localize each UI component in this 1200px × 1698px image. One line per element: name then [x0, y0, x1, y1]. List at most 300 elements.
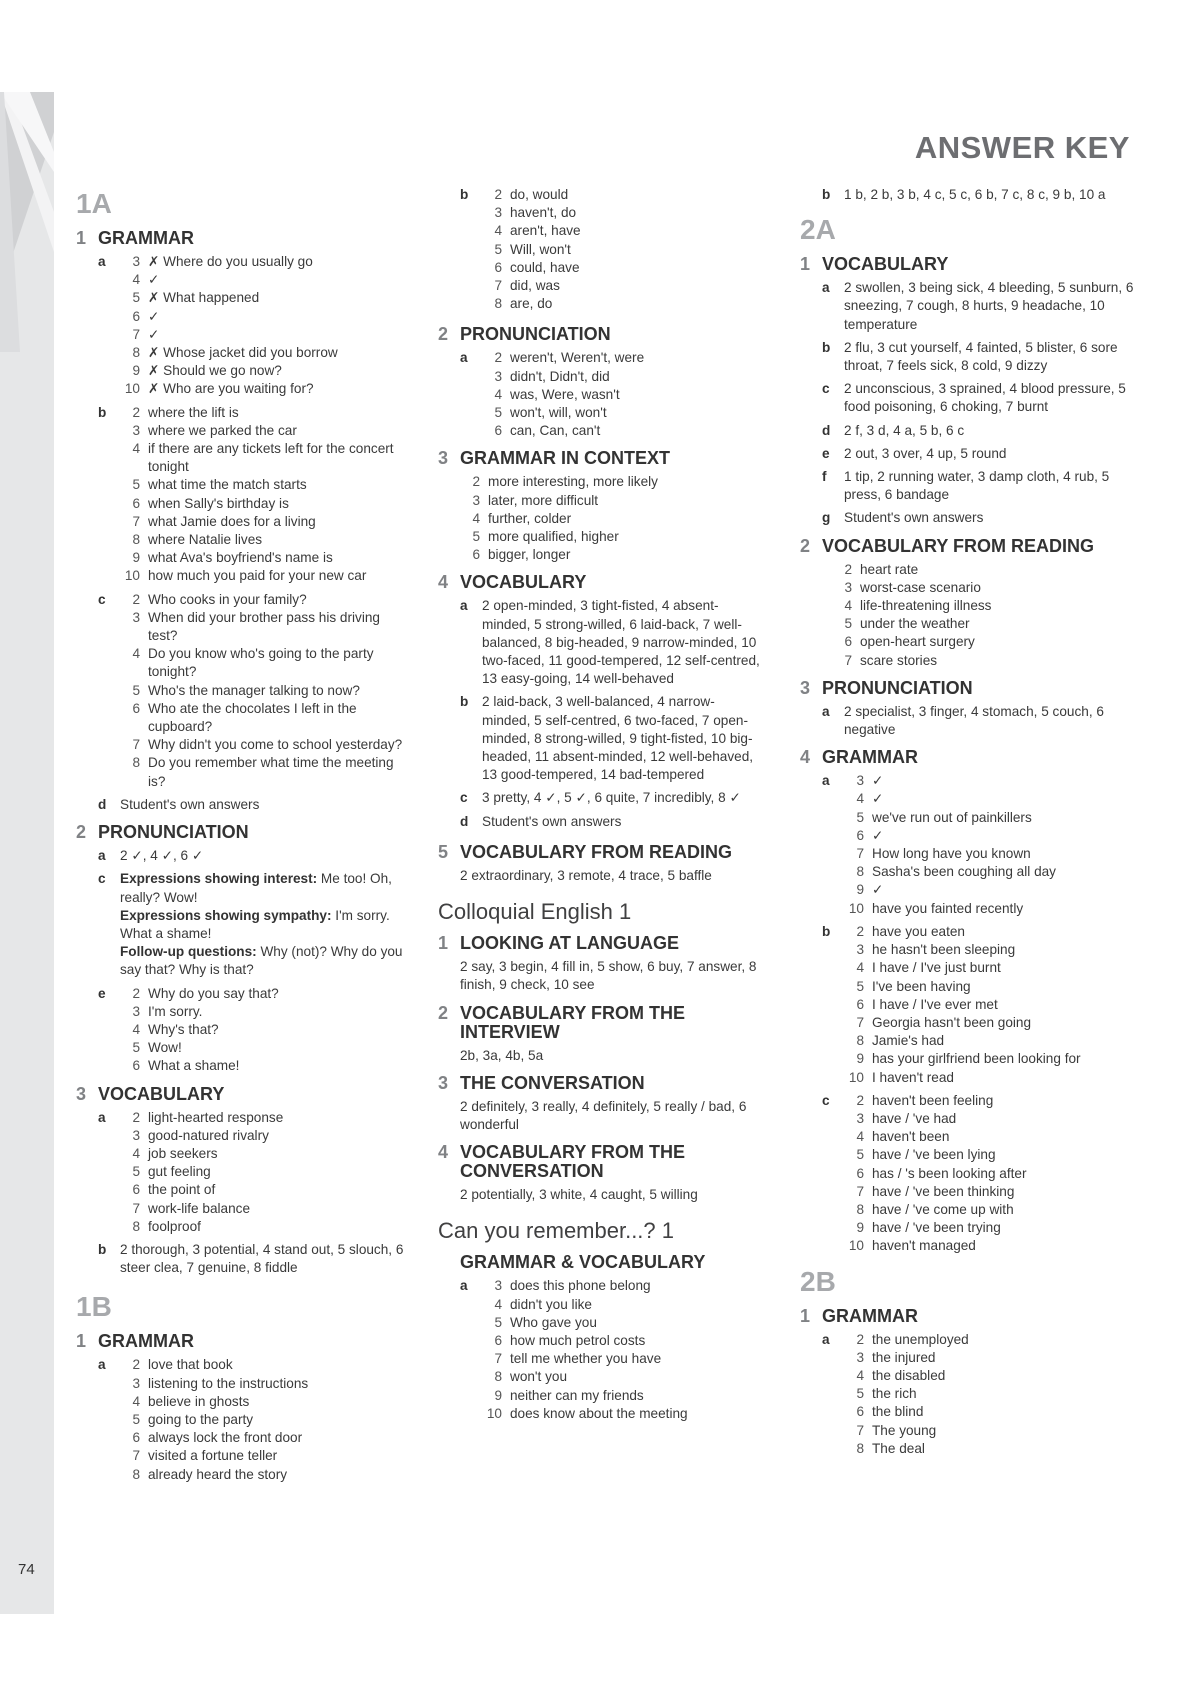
- item-text: when Sally's birthday is: [148, 495, 289, 511]
- item-text: further, colder: [488, 510, 572, 526]
- answer-item: [120, 1375, 406, 1393]
- answer-item: [482, 1314, 763, 1332]
- item-number: 2: [472, 474, 480, 490]
- item-number: 7: [856, 1183, 864, 1199]
- answer-item: [482, 1368, 763, 1386]
- item-number: 8: [856, 1440, 864, 1456]
- item-text: love that book: [148, 1357, 233, 1373]
- answer-item: [120, 1109, 406, 1127]
- item-text: job seekers: [148, 1145, 218, 1161]
- column-2: [438, 186, 763, 1423]
- answer-item: [844, 809, 1140, 827]
- item-text: good-natured rivalry: [148, 1127, 269, 1143]
- item-text: have / 've been trying: [872, 1220, 1001, 1236]
- answer-item: [120, 682, 406, 700]
- item-number: 2: [132, 1357, 140, 1373]
- item-text: do, would: [510, 187, 569, 202]
- item-number: 3: [132, 254, 140, 269]
- section-title: VOCABULARY FROM READING: [822, 535, 1095, 556]
- exercise-letter: b: [822, 339, 831, 355]
- item-text: was, Were, wasn't: [510, 386, 620, 402]
- item-number: 8: [856, 1033, 864, 1049]
- item-number: 10: [124, 568, 140, 584]
- item-text: ✗ Who are you waiting for?: [148, 381, 314, 397]
- item-number: 7: [856, 1014, 864, 1030]
- section-title: PRONUNCIATION: [460, 324, 611, 345]
- item-text: what Ava's boyfriend's name is: [148, 550, 333, 566]
- item-text: Georgia hasn't been going: [872, 1014, 1032, 1030]
- section-number: 2: [800, 535, 811, 556]
- unit-1a-heading: 1A: [76, 188, 112, 219]
- answer-item: [844, 1092, 1140, 1110]
- exercise-letter: a: [98, 1109, 106, 1125]
- item-number: 4: [132, 272, 140, 288]
- item-number: 5: [472, 529, 480, 545]
- section-title: LOOKING AT LANGUAGE: [460, 933, 679, 954]
- answer-list: [120, 1356, 406, 1483]
- exercise-b: [822, 186, 1140, 204]
- exercise-a: [98, 1109, 406, 1236]
- section-title: PRONUNCIATION: [98, 822, 249, 843]
- answer-item: [482, 1277, 763, 1295]
- answer-text: 2 swollen, 3 being sick, 4 bleeding, 5 sunburn, 6 sneezing, 7 cough, 8 hurts, 9 headache, 10 temperature: [844, 280, 1134, 332]
- exercise-g: [822, 509, 1140, 527]
- exercise-letter: a: [822, 1331, 830, 1347]
- answer-item: [120, 326, 406, 344]
- answer-item: [120, 1200, 406, 1218]
- answer-item: [460, 528, 763, 546]
- answer-text: 2 potentially, 3 white, 4 caught, 5 willing: [460, 1187, 698, 1203]
- answer-item: [844, 863, 1140, 881]
- item-text: How long have you known: [872, 846, 1031, 862]
- answer-list: [482, 1277, 763, 1423]
- item-number: 3: [132, 1127, 140, 1143]
- item-text: the point of: [148, 1182, 216, 1198]
- page-number: 74: [18, 1561, 35, 1578]
- exercise-b: [460, 186, 763, 313]
- item-number: 6: [494, 1332, 502, 1348]
- section-vocabulary: [438, 573, 763, 592]
- item-text: haven't, do: [510, 205, 577, 221]
- answer-item: [120, 1127, 406, 1145]
- answer-list: [120, 1109, 406, 1236]
- answer-item: [844, 790, 1140, 808]
- answer-text: 2 say, 3 begin, 4 fill in, 5 show, 6 buy, 7 answer, 8 finish, 9 check, 10 see: [460, 959, 757, 993]
- item-text: does know about the meeting: [510, 1405, 688, 1421]
- item-number: 5: [856, 1386, 864, 1402]
- item-number: 4: [472, 510, 480, 526]
- answer-item: [844, 1403, 1140, 1421]
- section-grammar-in-context: [438, 449, 763, 468]
- item-text: the injured: [872, 1349, 936, 1365]
- answer-item: [844, 1183, 1140, 1201]
- section-vocabulary-from-reading: [800, 537, 1140, 556]
- answer-item: [482, 1350, 763, 1368]
- section-title: THE CONVERSATION: [460, 1072, 645, 1093]
- item-text: Why do you say that?: [148, 985, 279, 1001]
- item-number: 5: [132, 477, 140, 493]
- item-text: I have / I've just burnt: [872, 960, 1001, 976]
- item-text: where we parked the car: [148, 422, 297, 438]
- item-text: ✗ Where do you usually go: [148, 254, 313, 269]
- item-text: we've run out of painkillers: [872, 809, 1032, 825]
- item-number: 9: [856, 1220, 864, 1236]
- exercise-c: [822, 1092, 1140, 1256]
- item-text: ✗ Whose jacket did you borrow: [148, 345, 338, 361]
- section-title: VOCABULARY FROM THE CONVERSATION: [460, 1142, 685, 1182]
- answer-item: [844, 1032, 1140, 1050]
- item-number: 8: [856, 864, 864, 880]
- answer-item: [120, 700, 406, 736]
- answer-item: [844, 900, 1140, 918]
- exercise-letter: a: [98, 848, 106, 864]
- answer-item: [844, 1201, 1140, 1219]
- item-text: ✓: [872, 827, 884, 843]
- answer-item: [120, 253, 406, 271]
- answer-text: 2 f, 3 d, 4 a, 5 b, 6 c: [844, 422, 965, 438]
- item-number: 6: [132, 1182, 140, 1198]
- item-text: has your girlfriend been looking for: [872, 1051, 1081, 1067]
- exercise-letter: c: [822, 1092, 830, 1108]
- item-text: the disabled: [872, 1367, 946, 1383]
- item-number: 5: [844, 616, 852, 632]
- answer-item: [120, 308, 406, 326]
- exercise-letter: g: [822, 510, 831, 526]
- item-text: What a shame!: [148, 1058, 240, 1074]
- exercise-letter: d: [98, 796, 107, 812]
- item-number: 9: [132, 363, 140, 379]
- item-text: haven't managed: [872, 1238, 976, 1254]
- exercise-a: [822, 1331, 1140, 1458]
- item-text: foolproof: [148, 1218, 201, 1234]
- item-number: 10: [848, 900, 864, 916]
- item-text: could, have: [510, 259, 580, 275]
- item-number: 7: [132, 1200, 140, 1216]
- answer-item: [120, 1021, 406, 1039]
- exercise-b: [822, 923, 1140, 1087]
- item-text: tell me whether you have: [510, 1351, 662, 1367]
- exercise-c: [98, 591, 406, 791]
- answer-item: [832, 652, 1140, 670]
- item-number: 6: [132, 1430, 140, 1446]
- exercise-letter: b: [822, 187, 831, 202]
- exercise-letter: b: [822, 923, 831, 939]
- item-number: 4: [132, 646, 140, 662]
- exercise-d: [460, 813, 763, 831]
- item-number: 2: [856, 1331, 864, 1347]
- item-text: aren't, have: [510, 223, 581, 239]
- item-text: Sasha's been coughing all day: [872, 864, 1056, 880]
- item-number: 6: [494, 423, 502, 439]
- answer-text: 2 thorough, 3 potential, 4 stand out, 5 slouch, 6 steer clea, 7 genuine, 8 fiddle: [120, 1241, 404, 1276]
- section-title: VOCABULARY: [822, 254, 949, 275]
- item-text: later, more difficult: [488, 492, 599, 508]
- item-number: 10: [848, 1238, 864, 1254]
- exercise-c: [460, 789, 763, 807]
- answer-list: [460, 473, 763, 564]
- answer-item: [482, 404, 763, 422]
- section-number: 4: [438, 1142, 449, 1163]
- section-number: 2: [438, 324, 449, 345]
- label-sympathy: Expressions showing sympathy:: [120, 907, 332, 923]
- answer-item: [460, 546, 763, 564]
- section-vocabulary-from-interview: [438, 1004, 763, 1042]
- item-number: 6: [132, 308, 140, 324]
- item-number: 7: [856, 846, 864, 862]
- section-number: 1: [76, 228, 87, 248]
- answer-list: [120, 985, 406, 1076]
- answer-item: [460, 473, 763, 491]
- answer-item: [482, 277, 763, 295]
- item-text: has / 's been looking after: [872, 1165, 1027, 1181]
- item-number: 8: [132, 755, 140, 771]
- item-number: 6: [856, 996, 864, 1012]
- item-number: 7: [856, 1422, 864, 1438]
- answer-item: [482, 1405, 763, 1423]
- answer-item: [120, 1356, 406, 1374]
- item-number: 2: [494, 187, 502, 202]
- section-title: VOCABULARY FROM THE INTERVIEW: [460, 1002, 685, 1042]
- answer-list: [120, 253, 406, 399]
- section-number: 3: [438, 448, 449, 469]
- answer-item: [120, 476, 406, 494]
- item-text: Why's that?: [148, 1021, 219, 1037]
- answer-text: 2 open-minded, 3 tight-fisted, 4 absent-minded, 5 strong-willed, 6 laid-back, 7 well-balanced, 8 big-headed, 9 narrow-minded, 10 two-faced, 11 good-tempered, 12 self-centred, 13 easy-going, 14 well-behaved: [482, 598, 760, 687]
- answer-item: [832, 633, 1140, 651]
- answer-text: 2 unconscious, 3 sprained, 4 blood pressure, 5 food poisoning, 6 choking, 7 burnt: [844, 381, 1126, 415]
- answer-item: [844, 996, 1140, 1014]
- item-text: work-life balance: [148, 1200, 250, 1216]
- answer-item: [120, 1393, 406, 1411]
- section-number: 3: [438, 1072, 449, 1093]
- item-text: Will, won't: [510, 241, 571, 257]
- item-text: I haven't read: [872, 1069, 954, 1085]
- exercise-letter: b: [98, 404, 107, 420]
- item-text: I'm sorry.: [148, 1003, 203, 1019]
- answer-item: [120, 422, 406, 440]
- sunburst-decoration: [0, 92, 54, 352]
- answer-item: [120, 1057, 406, 1075]
- section-title: GRAMMAR: [98, 1331, 194, 1352]
- answer-text: 1 tip, 2 running water, 3 damp cloth, 4 rub, 5 press, 6 bandage: [844, 469, 1110, 503]
- exercise-a: [460, 349, 763, 440]
- exercise-letter: e: [822, 445, 830, 461]
- item-text: haven't been feeling: [872, 1092, 994, 1108]
- item-number: 10: [486, 1405, 502, 1421]
- section-title: VOCABULARY: [460, 572, 587, 593]
- exercise-b: [98, 1241, 406, 1277]
- exercise-letter: a: [460, 598, 468, 614]
- item-number: 3: [132, 1375, 140, 1391]
- item-number: 8: [132, 532, 140, 548]
- item-text: more interesting, more likely: [488, 474, 658, 490]
- answer-list: [482, 349, 763, 440]
- exercise-d: [822, 422, 1140, 440]
- item-text: The young: [872, 1422, 937, 1438]
- section-title: GRAMMAR & VOCABULARY: [460, 1252, 706, 1273]
- item-text: under the weather: [860, 616, 970, 632]
- answer-text: Student's own answers: [120, 796, 260, 812]
- item-text: ✓: [872, 791, 884, 807]
- item-text: didn't you like: [510, 1296, 592, 1312]
- item-text: bigger, longer: [488, 547, 571, 563]
- item-number: 5: [132, 1411, 140, 1427]
- section-grammar: [800, 1307, 1140, 1326]
- section-grammar-vocabulary: [438, 1253, 763, 1272]
- exercise-a: [98, 847, 406, 865]
- section-number: 1: [800, 1305, 811, 1326]
- follow-up-text: Why (not)? Why do you say that? Why is that?: [120, 944, 403, 978]
- item-number: 7: [132, 326, 140, 342]
- section-number: 1: [76, 1331, 87, 1352]
- item-text: Do you know who's going to the party tonight?: [148, 646, 374, 680]
- answer-key-title: ANSWER KEY: [914, 130, 1130, 165]
- answer-item: [832, 561, 1140, 579]
- answer-item: [844, 1069, 1140, 1087]
- exercise-letter: f: [822, 469, 827, 485]
- item-number: 5: [132, 1040, 140, 1056]
- item-number: 3: [132, 422, 140, 438]
- item-text: ✓: [872, 882, 884, 898]
- section-vocabulary-from-reading: [438, 843, 763, 862]
- interest-text: Me too! Oh, really? Wow!: [120, 871, 392, 905]
- item-text: what time the match starts: [148, 477, 307, 493]
- item-text: have you eaten: [872, 923, 965, 939]
- answer-item: [120, 531, 406, 549]
- item-number: 6: [844, 634, 852, 650]
- answer-text: 2 laid-back, 3 well-balanced, 4 narrow-minded, 5 self-centred, 6 two-faced, 7 open-minded, 8 strong-willed, 9 tight-fisted, 10 big-headed, 11 absent-minded, 12 well-behaved, 13 good-tempered, 14 bad-tempered: [482, 694, 754, 783]
- answer-item: [832, 579, 1140, 597]
- item-text: Why didn't you come to school yesterday?: [148, 737, 403, 753]
- answer-item: [120, 1003, 406, 1021]
- item-number: 2: [132, 404, 140, 420]
- item-number: 6: [494, 259, 502, 275]
- exercise-letter: c: [98, 591, 106, 607]
- item-number: 2: [856, 923, 864, 939]
- section-number: 1: [438, 933, 449, 954]
- answer-item: [482, 349, 763, 367]
- answer-item: [844, 1367, 1140, 1385]
- item-text: have / 've been thinking: [872, 1183, 1015, 1199]
- answer-item: [120, 1163, 406, 1181]
- unit-1b-heading: 1B: [76, 1291, 112, 1323]
- section-number: 3: [800, 677, 811, 698]
- item-text: ✓: [148, 326, 160, 342]
- section-grammar: [76, 1332, 406, 1351]
- section-number: 2: [76, 822, 87, 843]
- answer-item: [844, 881, 1140, 899]
- item-text: Wow!: [148, 1040, 182, 1056]
- item-text: does this phone belong: [510, 1278, 651, 1294]
- item-text: if there are any tickets left for the concert tonight: [148, 441, 394, 475]
- answer-item: [120, 380, 406, 398]
- item-text: didn't, Didn't, did: [510, 368, 610, 384]
- answer-item: [844, 941, 1140, 959]
- item-number: 6: [132, 1058, 140, 1074]
- answer-item: [120, 440, 406, 476]
- section-pronunciation: [76, 823, 406, 842]
- item-number: 5: [494, 1314, 502, 1330]
- exercise-letter: a: [460, 1278, 468, 1294]
- section-grammar: [800, 748, 1140, 767]
- exercise-e: [98, 985, 406, 1076]
- item-text: Jamie's had: [872, 1033, 945, 1049]
- item-text: ✓: [872, 773, 884, 789]
- item-text: how much you paid for your new car: [148, 568, 367, 584]
- exercise-c: [98, 870, 406, 979]
- answer-item: [844, 1237, 1140, 1255]
- answer-item: [844, 1331, 1140, 1349]
- exercise-b: [98, 404, 406, 586]
- answer-item: [482, 368, 763, 386]
- item-number: 8: [494, 1369, 502, 1385]
- section-title: GRAMMAR: [822, 747, 918, 768]
- item-number: 5: [132, 290, 140, 306]
- item-number: 5: [856, 978, 864, 994]
- item-number: 5: [494, 405, 502, 421]
- item-text: how much petrol costs: [510, 1332, 646, 1348]
- section-looking-at-language: [438, 934, 763, 953]
- item-text: I have / I've ever met: [872, 996, 998, 1012]
- item-text: Who gave you: [510, 1314, 597, 1330]
- exercise-a: [822, 703, 1140, 739]
- section-number: 1: [800, 254, 811, 275]
- item-text: Who cooks in your family?: [148, 591, 307, 607]
- answer-item: [120, 591, 406, 609]
- section-title: PRONUNCIATION: [822, 677, 973, 698]
- answer-item: [120, 549, 406, 567]
- item-number: 3: [472, 492, 480, 508]
- answer-list: [844, 1331, 1140, 1458]
- answer-item: [120, 645, 406, 681]
- exercise-a: [98, 253, 406, 399]
- answer-text: 2 out, 3 over, 4 up, 5 round: [844, 445, 1007, 461]
- item-text: ✓: [148, 272, 160, 288]
- item-text: the blind: [872, 1404, 924, 1420]
- item-number: 10: [124, 381, 140, 397]
- item-number: 2: [132, 985, 140, 1001]
- answer-item: [844, 827, 1140, 845]
- answer-item: [844, 845, 1140, 863]
- answer-item: [844, 1165, 1140, 1183]
- section-number: 4: [800, 747, 811, 768]
- answer-list: [844, 772, 1140, 918]
- label-follow-up: Follow-up questions:: [120, 944, 257, 960]
- exercise-a: [822, 772, 1140, 918]
- answer-item: [120, 404, 406, 422]
- item-number: 5: [132, 682, 140, 698]
- answer-list: [832, 561, 1140, 670]
- item-text: are, do: [510, 296, 553, 312]
- item-number: 8: [132, 1218, 140, 1234]
- answer-item: [120, 362, 406, 380]
- item-number: 5: [856, 809, 864, 825]
- item-number: 6: [132, 700, 140, 716]
- exercise-a: [98, 1356, 406, 1483]
- item-number: 7: [844, 652, 852, 668]
- item-text: life-threatening illness: [860, 598, 992, 614]
- item-text: ✗ Should we go now?: [148, 363, 282, 379]
- answer-item: [482, 1387, 763, 1405]
- item-text: have / 've been lying: [872, 1147, 996, 1163]
- item-number: 3: [856, 1349, 864, 1365]
- answer-text: 3 pretty, 4 ✓, 5 ✓, 6 quite, 7 incredibly, 8 ✓: [482, 790, 741, 806]
- answer-item: [120, 1429, 406, 1447]
- exercise-e: [822, 445, 1140, 463]
- answer-item: [120, 344, 406, 362]
- answer-item: [482, 422, 763, 440]
- item-number: 2: [132, 591, 140, 607]
